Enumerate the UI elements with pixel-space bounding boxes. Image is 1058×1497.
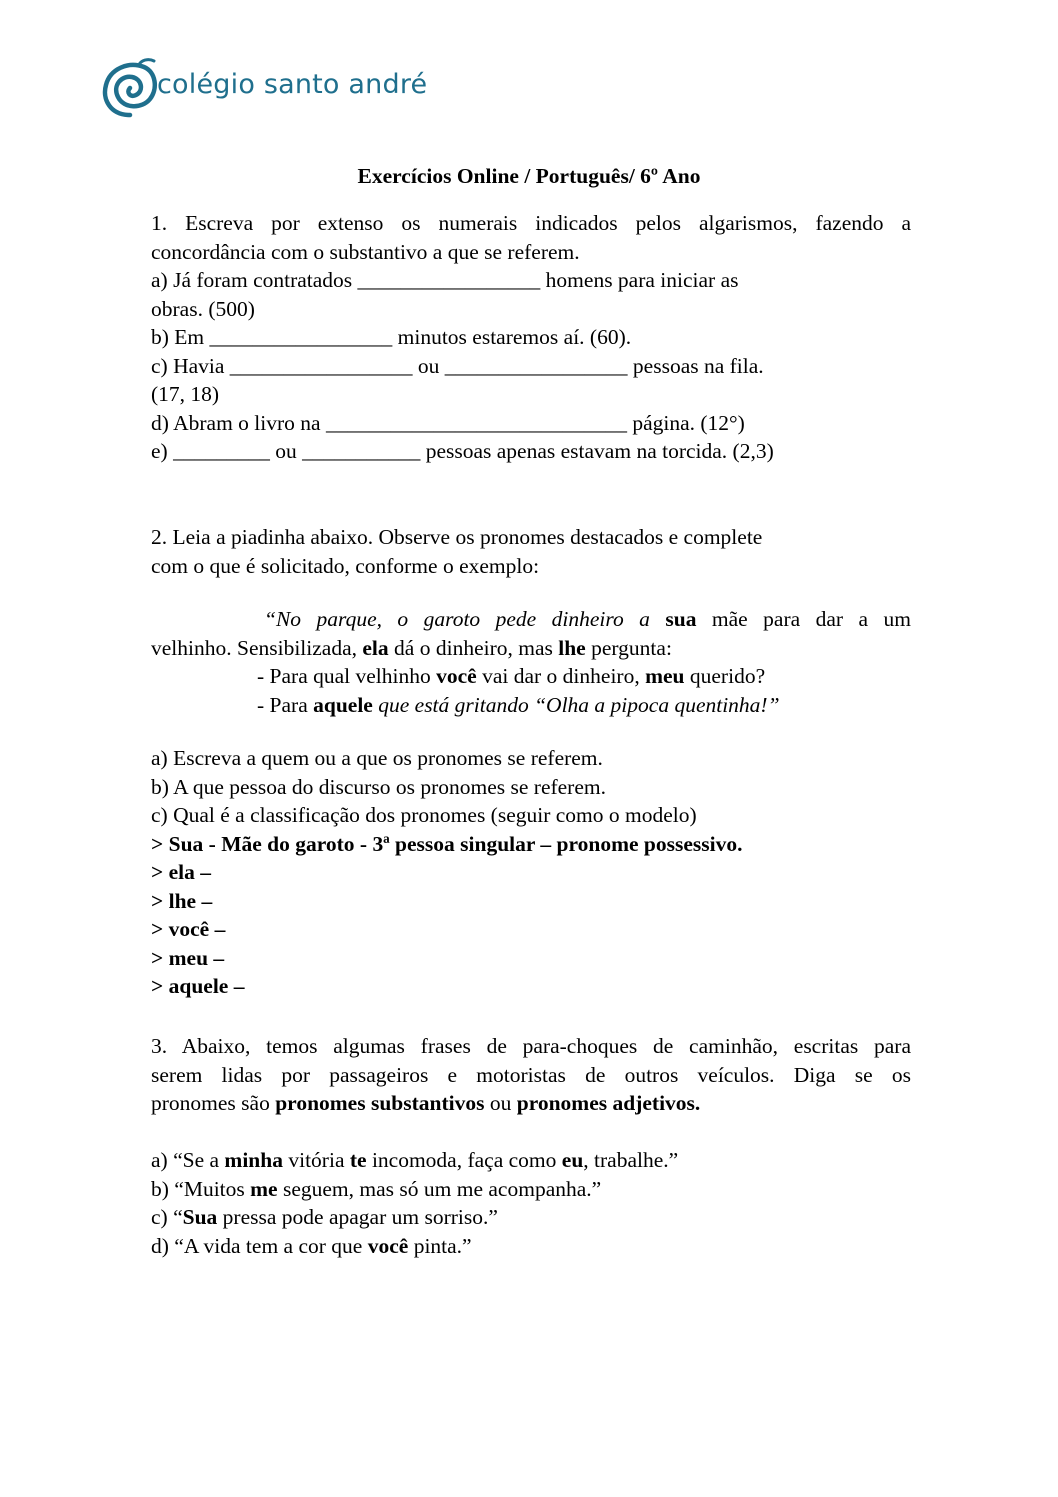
q1-item-a-cont: obras. (500)	[151, 296, 255, 321]
q1-statement-line1: 1. Escreva por extenso os numerais indicados pelos algarismos, fazendo a	[151, 211, 911, 235]
q1-item-e: e) _________ ou ___________ pessoas apenas estavam na torcida. (2,3)	[151, 439, 774, 463]
q3-item-d: d) “A vida tem a cor que você pinta.”	[151, 1233, 472, 1258]
question-1	[151, 209, 911, 466]
joke-text	[151, 605, 911, 719]
question-2-items	[151, 744, 911, 1001]
q2-answer-lhe: > lhe –	[151, 888, 213, 913]
school-logo	[100, 55, 428, 135]
question-2	[151, 523, 911, 580]
q2-answer-voce: > você –	[151, 917, 226, 941]
question-3-items	[151, 1146, 911, 1260]
q3-item-c: c) “Sua pressa pode apagar um sorriso.”	[151, 1205, 498, 1229]
q2-item-b: b) A que pessoa do discurso os pronomes se referem.	[151, 774, 606, 799]
q3-statement-line2: serem lidas por passageiros e motoristas de outros veículos. Diga se os	[151, 1062, 911, 1087]
joke-line3: - Para qual velhinho você vai dar o dinheiro, meu querido?	[257, 664, 766, 688]
q1-item-b: b) Em _________________ minutos estaremos aí. (60).	[151, 325, 632, 349]
q3-item-a: a) “Se a minha vitória te incomoda, faça como eu, trabalhe.”	[151, 1148, 679, 1172]
joke-line4: - Para aquele que está gritando “Olha a pipoca quentinha!”	[257, 692, 780, 717]
q2-statement-line1: 2. Leia a piadinha abaixo. Observe os pronomes destacados e complete	[151, 525, 763, 549]
q2-answer-meu: > meu –	[151, 945, 225, 970]
q1-item-c: c) Havia _________________ ou _________________ pessoas na fila.	[151, 353, 764, 378]
spiral-logo-icon	[100, 55, 160, 125]
q3-item-b: b) “Muitos me seguem, mas só um me acompanha.”	[151, 1176, 602, 1201]
question-3	[151, 1032, 911, 1118]
joke-line1: “No parque, o garoto pede dinheiro a sua mãe para dar a um	[264, 607, 911, 631]
q2-item-a: a) Escreva a quem ou a que os pronomes se referem.	[151, 746, 603, 770]
q1-statement-line2: concordância com o substantivo a que se referem.	[151, 239, 580, 264]
joke-line2: velhinho. Sensibilizada, ela dá o dinheiro, mas lhe pergunta:	[151, 635, 672, 660]
q2-answer-aquele: > aquele –	[151, 974, 245, 998]
page-title: Exercícios Online / Português/ 6º Ano	[357, 164, 701, 188]
q2-model-answer: > Sua - Mãe do garoto - 3ª pessoa singular – pronome possessivo.	[151, 831, 743, 856]
q3-statement-line1: 3. Abaixo, temos algumas frases de para-choques de caminhão, escritas para	[151, 1034, 911, 1058]
q2-answer-ela: > ela –	[151, 860, 212, 884]
q3-statement-line3: pronomes são pronomes substantivos ou pronomes adjetivos.	[151, 1091, 701, 1115]
q2-statement-line2: com o que é solicitado, conforme o exemplo:	[151, 553, 540, 578]
school-name: colégio santo andré	[157, 69, 428, 100]
q2-item-c: c) Qual é a classificação dos pronomes (seguir como o modelo)	[151, 803, 697, 827]
q1-item-d: d) Abram o livro na ____________________________ página. (12°)	[151, 410, 745, 435]
q1-item-c-cont: (17, 18)	[151, 382, 220, 406]
q1-item-a: a) Já foram contratados _________________ homens para iniciar as	[151, 268, 739, 292]
